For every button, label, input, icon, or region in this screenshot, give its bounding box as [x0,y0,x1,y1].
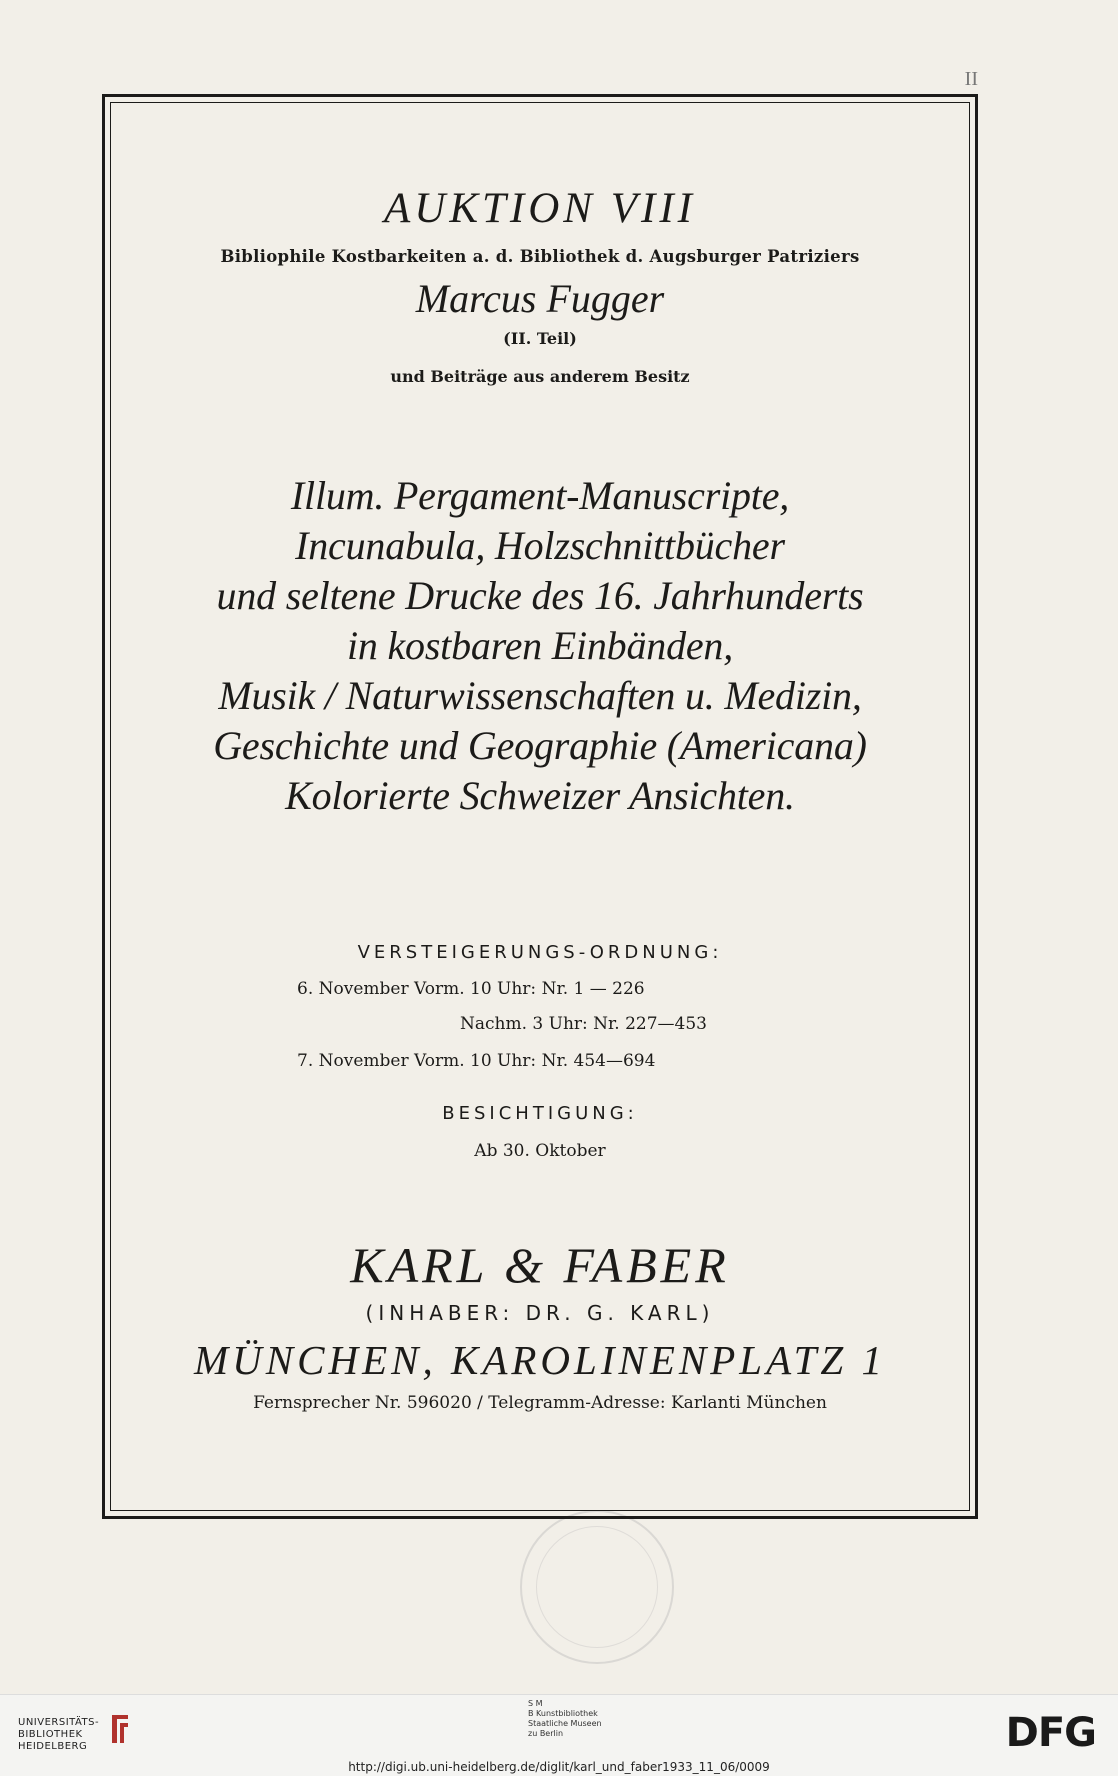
contact-line: Fernsprecher Nr. 596020 / Telegramm-Adresse: Karlanti München [253,1393,827,1413]
viewing-heading: BESICHTIGUNG: [442,1103,638,1124]
page-number: II [964,68,978,90]
dfg-logo[interactable]: DFG [1005,1710,1096,1756]
firm-address: MÜNCHEN, KAROLINENPLATZ 1 [194,1337,886,1383]
library-emblem-icon [108,1711,132,1747]
topic-line: Illum. Pergament-Manuscripte, [290,473,790,518]
firm-name: KARL & FABER [350,1237,730,1293]
firm-owner: (INHABER: DR. G. KARL) [365,1301,715,1325]
university-library-logo[interactable] [18,1717,99,1753]
schedule-line: 6. November Vorm. 10 Uhr: Nr. 1 — 226 [297,979,645,999]
auction-order-heading: VERSTEIGERUNGS-ORDNUNG: [357,942,723,963]
shelfmark-line: Staatliche Museen [528,1719,602,1728]
additional-sources: und Beiträge aus anderem Besitz [390,367,690,386]
viewing-date: Ab 30. Oktober [474,1141,606,1161]
auction-subtitle: Bibliophile Kostbarkeiten a. d. Bibliothek d. Augsburger Patriziers [220,247,860,266]
topic-line: Kolorierte Schweizer Ansichten. [285,773,795,818]
part-label: (II. Teil) [503,329,577,348]
university-line: UNIVERSITÄTS- [18,1717,100,1728]
shelfmark-line: S M [528,1699,543,1708]
topic-line: Geschichte und Geographie (Americana) [213,723,867,768]
shelfmark-stamp [528,1699,602,1739]
topic-list [105,471,975,821]
university-line: HEIDELBERG [18,1741,88,1752]
schedule-line: Nachm. 3 Uhr: Nr. 227—453 [460,1014,707,1034]
topic-line: Incunabula, Holzschnittbücher [295,523,785,568]
library-stamp-show-through [520,1510,674,1664]
university-line: BIBLIOTHEK [18,1729,83,1740]
viewer-footer [0,1694,1118,1776]
topic-line: Musik / Naturwissenschaften u. Medizin, [218,673,862,718]
shelfmark-line: B Kunstbibliothek [528,1709,598,1718]
advertisement-frame [102,94,978,1519]
collector-name: Marcus Fugger [415,276,665,321]
permalink-url[interactable]: http://digi.ub.uni-heidelberg.de/diglit/karl_und_faber1933_11_06/0009 [348,1760,770,1774]
schedule-line: 7. November Vorm. 10 Uhr: Nr. 454—694 [297,1051,656,1071]
shelfmark-line: zu Berlin [528,1729,564,1738]
auction-title: AUKTION VIII [384,185,696,232]
topic-line: in kostbaren Einbänden, [346,623,734,668]
topic-line: und seltene Drucke des 16. Jahrhunderts [216,573,864,618]
